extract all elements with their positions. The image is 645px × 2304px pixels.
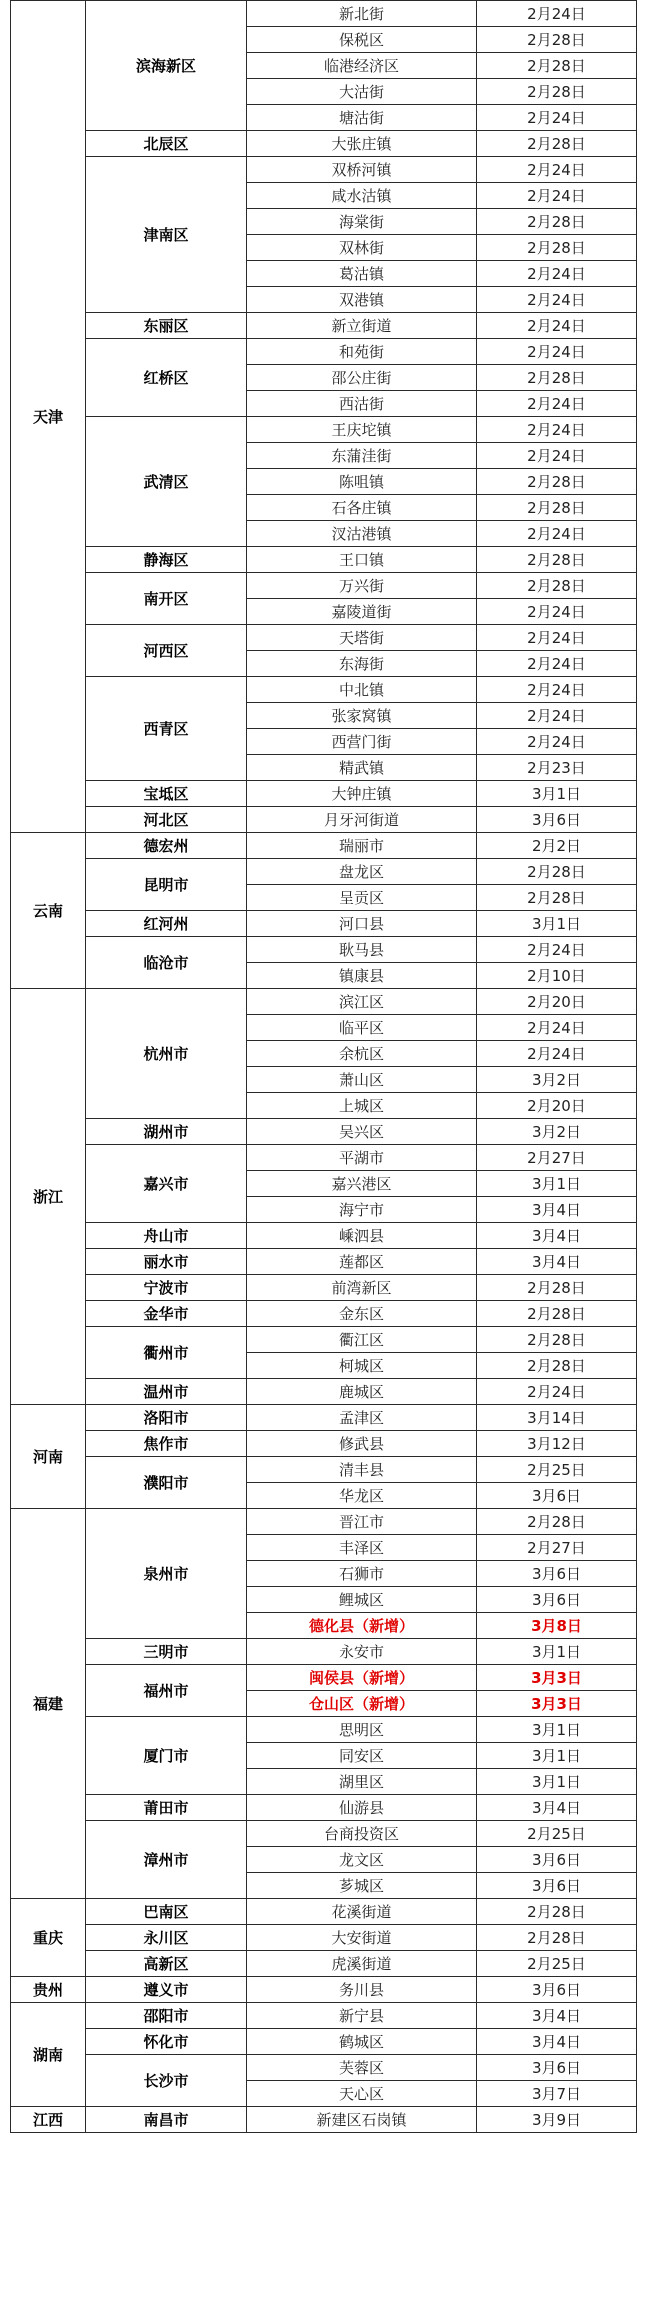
area-cell: 临平区	[247, 1015, 477, 1041]
date-cell: 2月2日	[477, 833, 637, 859]
area-cell: 鹿城区	[247, 1379, 477, 1405]
table-row	[11, 1249, 637, 1275]
area-cell: 瑞丽市	[247, 833, 477, 859]
area-cell: 嘉陵道街	[247, 599, 477, 625]
area-cell: 柯城区	[247, 1353, 477, 1379]
area-cell: 精武镇	[247, 755, 477, 781]
area-cell: 双桥河镇	[247, 157, 477, 183]
area-cell: 中北镇	[247, 677, 477, 703]
area-cell: 德化县（新增）	[247, 1613, 477, 1639]
table-row	[11, 2029, 637, 2055]
date-cell: 3月6日	[477, 1561, 637, 1587]
table-row	[11, 1327, 637, 1353]
date-cell: 2月27日	[477, 1145, 637, 1171]
date-cell: 2月25日	[477, 1821, 637, 1847]
date-cell: 2月28日	[477, 53, 637, 79]
area-cell: 闽侯县（新增）	[247, 1665, 477, 1691]
area-cell: 仙游县	[247, 1795, 477, 1821]
province-cell: 天津	[11, 1, 86, 833]
table-row	[11, 313, 637, 339]
city-cell: 德宏州	[86, 833, 247, 859]
date-cell: 2月28日	[477, 235, 637, 261]
table-row	[11, 573, 637, 599]
table-row	[11, 2055, 637, 2081]
table-row	[11, 937, 637, 963]
area-cell: 湖里区	[247, 1769, 477, 1795]
table-row	[11, 1951, 637, 1977]
city-cell: 温州市	[86, 1379, 247, 1405]
date-cell: 3月4日	[477, 1249, 637, 1275]
area-cell: 呈贡区	[247, 885, 477, 911]
date-cell: 3月4日	[477, 2003, 637, 2029]
table-row	[11, 859, 637, 885]
date-cell: 2月28日	[477, 573, 637, 599]
area-cell: 务川县	[247, 1977, 477, 2003]
city-cell: 武清区	[86, 417, 247, 547]
date-cell: 2月28日	[477, 209, 637, 235]
area-cell: 芙蓉区	[247, 2055, 477, 2081]
date-cell: 2月28日	[477, 1899, 637, 1925]
area-cell: 修武县	[247, 1431, 477, 1457]
area-cell: 台商投资区	[247, 1821, 477, 1847]
table-row	[11, 807, 637, 833]
area-cell: 东海街	[247, 651, 477, 677]
area-cell: 同安区	[247, 1743, 477, 1769]
area-cell: 清丰县	[247, 1457, 477, 1483]
area-cell: 龙文区	[247, 1847, 477, 1873]
area-cell: 双港镇	[247, 287, 477, 313]
date-cell: 2月28日	[477, 495, 637, 521]
city-cell: 洛阳市	[86, 1405, 247, 1431]
area-cell: 鹤城区	[247, 2029, 477, 2055]
area-cell: 滨江区	[247, 989, 477, 1015]
area-cell: 平湖市	[247, 1145, 477, 1171]
area-cell: 西沽街	[247, 391, 477, 417]
area-cell: 海宁市	[247, 1197, 477, 1223]
area-cell: 萧山区	[247, 1067, 477, 1093]
date-cell: 3月1日	[477, 1639, 637, 1665]
table-row	[11, 1379, 637, 1405]
table-row	[11, 1405, 637, 1431]
date-cell: 2月28日	[477, 131, 637, 157]
city-cell: 河西区	[86, 625, 247, 677]
date-cell: 3月4日	[477, 1223, 637, 1249]
table-row	[11, 781, 637, 807]
area-cell: 万兴街	[247, 573, 477, 599]
area-cell: 王庆坨镇	[247, 417, 477, 443]
date-cell: 2月24日	[477, 599, 637, 625]
city-cell: 红河州	[86, 911, 247, 937]
city-cell: 西青区	[86, 677, 247, 781]
area-cell: 海棠街	[247, 209, 477, 235]
area-cell: 孟津区	[247, 1405, 477, 1431]
table-row	[11, 625, 637, 651]
table-row	[11, 911, 637, 937]
province-cell: 湖南	[11, 2003, 86, 2107]
date-cell: 2月28日	[477, 859, 637, 885]
date-cell: 2月28日	[477, 1275, 637, 1301]
city-cell: 红桥区	[86, 339, 247, 417]
date-cell: 3月4日	[477, 2029, 637, 2055]
area-cell: 金东区	[247, 1301, 477, 1327]
date-cell: 3月8日	[477, 1613, 637, 1639]
area-cell: 大钟庄镇	[247, 781, 477, 807]
date-cell: 2月10日	[477, 963, 637, 989]
table-row	[11, 1275, 637, 1301]
area-cell: 芗城区	[247, 1873, 477, 1899]
date-cell: 3月6日	[477, 807, 637, 833]
city-cell: 濮阳市	[86, 1457, 247, 1509]
area-cell: 虎溪街道	[247, 1951, 477, 1977]
area-cell: 永安市	[247, 1639, 477, 1665]
city-cell: 东丽区	[86, 313, 247, 339]
area-cell: 盘龙区	[247, 859, 477, 885]
area-cell: 陈咀镇	[247, 469, 477, 495]
city-cell: 滨海新区	[86, 1, 247, 131]
area-cell: 思明区	[247, 1717, 477, 1743]
date-cell: 2月24日	[477, 157, 637, 183]
date-cell: 3月2日	[477, 1119, 637, 1145]
date-cell: 3月1日	[477, 1171, 637, 1197]
date-cell: 3月1日	[477, 1717, 637, 1743]
date-cell: 3月1日	[477, 911, 637, 937]
date-cell: 2月24日	[477, 261, 637, 287]
province-cell: 福建	[11, 1509, 86, 1899]
city-cell: 衢州市	[86, 1327, 247, 1379]
date-cell: 2月24日	[477, 391, 637, 417]
area-cell: 华龙区	[247, 1483, 477, 1509]
date-cell: 2月27日	[477, 1535, 637, 1561]
area-cell: 耿马县	[247, 937, 477, 963]
date-cell: 3月1日	[477, 1769, 637, 1795]
area-cell: 双林街	[247, 235, 477, 261]
table-row	[11, 339, 637, 365]
city-cell: 永川区	[86, 1925, 247, 1951]
date-cell: 2月24日	[477, 105, 637, 131]
area-cell: 吴兴区	[247, 1119, 477, 1145]
area-cell: 天塔街	[247, 625, 477, 651]
city-cell: 津南区	[86, 157, 247, 313]
table-body	[11, 1, 637, 2133]
area-cell: 石各庄镇	[247, 495, 477, 521]
province-cell: 浙江	[11, 989, 86, 1405]
date-cell: 2月25日	[477, 1951, 637, 1977]
area-cell: 晋江市	[247, 1509, 477, 1535]
city-cell: 南昌市	[86, 2107, 247, 2133]
area-cell: 前湾新区	[247, 1275, 477, 1301]
area-cell: 咸水沽镇	[247, 183, 477, 209]
area-cell: 嵊泗县	[247, 1223, 477, 1249]
area-cell: 临港经济区	[247, 53, 477, 79]
city-cell: 巴南区	[86, 1899, 247, 1925]
table-row	[11, 1431, 637, 1457]
city-cell: 泉州市	[86, 1509, 247, 1639]
date-cell: 2月28日	[477, 1353, 637, 1379]
date-cell: 3月6日	[477, 1483, 637, 1509]
city-cell: 嘉兴市	[86, 1145, 247, 1223]
date-cell: 3月6日	[477, 2055, 637, 2081]
date-cell: 2月28日	[477, 1327, 637, 1353]
area-cell: 新立街道	[247, 313, 477, 339]
city-cell: 静海区	[86, 547, 247, 573]
area-cell: 天心区	[247, 2081, 477, 2107]
area-cell: 衢江区	[247, 1327, 477, 1353]
table-row	[11, 1223, 637, 1249]
city-cell: 福州市	[86, 1665, 247, 1717]
date-cell: 2月24日	[477, 287, 637, 313]
date-cell: 2月24日	[477, 703, 637, 729]
date-cell: 2月25日	[477, 1457, 637, 1483]
area-cell: 大安街道	[247, 1925, 477, 1951]
area-cell: 上城区	[247, 1093, 477, 1119]
area-cell: 保税区	[247, 27, 477, 53]
date-cell: 3月12日	[477, 1431, 637, 1457]
table-row	[11, 1457, 637, 1483]
table-row	[11, 417, 637, 443]
city-cell: 河北区	[86, 807, 247, 833]
area-cell: 新建区石岗镇	[247, 2107, 477, 2133]
table-row	[11, 1639, 637, 1665]
area-cell: 莲都区	[247, 1249, 477, 1275]
city-cell: 南开区	[86, 573, 247, 625]
date-cell: 2月28日	[477, 1301, 637, 1327]
date-cell: 3月6日	[477, 1977, 637, 2003]
date-cell: 3月3日	[477, 1691, 637, 1717]
date-cell: 2月24日	[477, 417, 637, 443]
area-cell: 仓山区（新增）	[247, 1691, 477, 1717]
date-cell: 2月23日	[477, 755, 637, 781]
area-cell: 邵公庄街	[247, 365, 477, 391]
city-cell: 高新区	[86, 1951, 247, 1977]
date-cell: 3月6日	[477, 1587, 637, 1613]
table-row	[11, 1717, 637, 1743]
date-cell: 3月6日	[477, 1873, 637, 1899]
date-cell: 3月4日	[477, 1197, 637, 1223]
city-cell: 北辰区	[86, 131, 247, 157]
area-cell: 东蒲洼街	[247, 443, 477, 469]
area-cell: 西营门街	[247, 729, 477, 755]
table-row	[11, 1977, 637, 2003]
date-cell: 2月24日	[477, 729, 637, 755]
area-cell: 塘沽街	[247, 105, 477, 131]
area-cell: 王口镇	[247, 547, 477, 573]
table-row	[11, 547, 637, 573]
city-cell: 湖州市	[86, 1119, 247, 1145]
city-cell: 莆田市	[86, 1795, 247, 1821]
date-cell: 3月2日	[477, 1067, 637, 1093]
province-cell: 贵州	[11, 1977, 86, 2003]
date-cell: 2月28日	[477, 1509, 637, 1535]
province-cell: 云南	[11, 833, 86, 989]
date-cell: 2月28日	[477, 1925, 637, 1951]
table-row	[11, 989, 637, 1015]
city-cell: 宝坻区	[86, 781, 247, 807]
date-cell: 3月9日	[477, 2107, 637, 2133]
table-row	[11, 1509, 637, 1535]
area-cell: 月牙河街道	[247, 807, 477, 833]
city-cell: 三明市	[86, 1639, 247, 1665]
area-cell: 河口县	[247, 911, 477, 937]
area-cell: 新北街	[247, 1, 477, 27]
city-cell: 昆明市	[86, 859, 247, 911]
city-cell: 舟山市	[86, 1223, 247, 1249]
area-cell: 花溪街道	[247, 1899, 477, 1925]
date-cell: 3月14日	[477, 1405, 637, 1431]
date-cell: 2月24日	[477, 651, 637, 677]
area-cell: 鲤城区	[247, 1587, 477, 1613]
date-cell: 2月28日	[477, 365, 637, 391]
table-row	[11, 1301, 637, 1327]
date-cell: 2月24日	[477, 1041, 637, 1067]
date-cell: 3月1日	[477, 1743, 637, 1769]
area-cell: 镇康县	[247, 963, 477, 989]
date-cell: 2月24日	[477, 521, 637, 547]
date-cell: 2月24日	[477, 1379, 637, 1405]
area-cell: 丰泽区	[247, 1535, 477, 1561]
date-cell: 3月4日	[477, 1795, 637, 1821]
area-cell: 余杭区	[247, 1041, 477, 1067]
date-cell: 2月28日	[477, 79, 637, 105]
area-cell: 和苑街	[247, 339, 477, 365]
area-cell: 大沽街	[247, 79, 477, 105]
city-cell: 金华市	[86, 1301, 247, 1327]
table-row	[11, 1145, 637, 1171]
date-cell: 2月24日	[477, 625, 637, 651]
table-row	[11, 1665, 637, 1691]
date-cell: 2月24日	[477, 313, 637, 339]
city-cell: 杭州市	[86, 989, 247, 1119]
table-row	[11, 2107, 637, 2133]
province-cell: 重庆	[11, 1899, 86, 1977]
date-cell: 2月24日	[477, 1, 637, 27]
date-cell: 2月24日	[477, 677, 637, 703]
table-row	[11, 1925, 637, 1951]
date-cell: 2月20日	[477, 1093, 637, 1119]
table-row	[11, 1119, 637, 1145]
table-row	[11, 157, 637, 183]
table-row	[11, 131, 637, 157]
area-cell: 嘉兴港区	[247, 1171, 477, 1197]
date-cell: 2月24日	[477, 1015, 637, 1041]
area-cell: 大张庄镇	[247, 131, 477, 157]
city-cell: 邵阳市	[86, 2003, 247, 2029]
area-cell: 新宁县	[247, 2003, 477, 2029]
date-cell: 2月28日	[477, 547, 637, 573]
date-cell: 2月24日	[477, 937, 637, 963]
date-cell: 2月24日	[477, 183, 637, 209]
city-cell: 漳州市	[86, 1821, 247, 1899]
table-row	[11, 1821, 637, 1847]
table-row	[11, 1899, 637, 1925]
area-cell: 汊沽港镇	[247, 521, 477, 547]
date-cell: 2月28日	[477, 27, 637, 53]
area-cell: 葛沽镇	[247, 261, 477, 287]
table-row	[11, 833, 637, 859]
date-cell: 2月28日	[477, 885, 637, 911]
city-cell: 遵义市	[86, 1977, 247, 2003]
province-cell: 河南	[11, 1405, 86, 1509]
date-cell: 2月20日	[477, 989, 637, 1015]
table-row	[11, 1795, 637, 1821]
risk-area-table	[10, 0, 637, 2133]
city-cell: 怀化市	[86, 2029, 247, 2055]
city-cell: 长沙市	[86, 2055, 247, 2107]
date-cell: 3月3日	[477, 1665, 637, 1691]
city-cell: 丽水市	[86, 1249, 247, 1275]
table-row	[11, 677, 637, 703]
date-cell: 2月24日	[477, 443, 637, 469]
city-cell: 厦门市	[86, 1717, 247, 1795]
date-cell: 2月28日	[477, 469, 637, 495]
province-cell: 江西	[11, 2107, 86, 2133]
date-cell: 3月6日	[477, 1847, 637, 1873]
table-row	[11, 2003, 637, 2029]
city-cell: 焦作市	[86, 1431, 247, 1457]
table-row	[11, 1, 637, 27]
date-cell: 3月1日	[477, 781, 637, 807]
area-cell: 张家窝镇	[247, 703, 477, 729]
city-cell: 宁波市	[86, 1275, 247, 1301]
date-cell: 3月7日	[477, 2081, 637, 2107]
date-cell: 2月24日	[477, 339, 637, 365]
city-cell: 临沧市	[86, 937, 247, 989]
area-cell: 石狮市	[247, 1561, 477, 1587]
